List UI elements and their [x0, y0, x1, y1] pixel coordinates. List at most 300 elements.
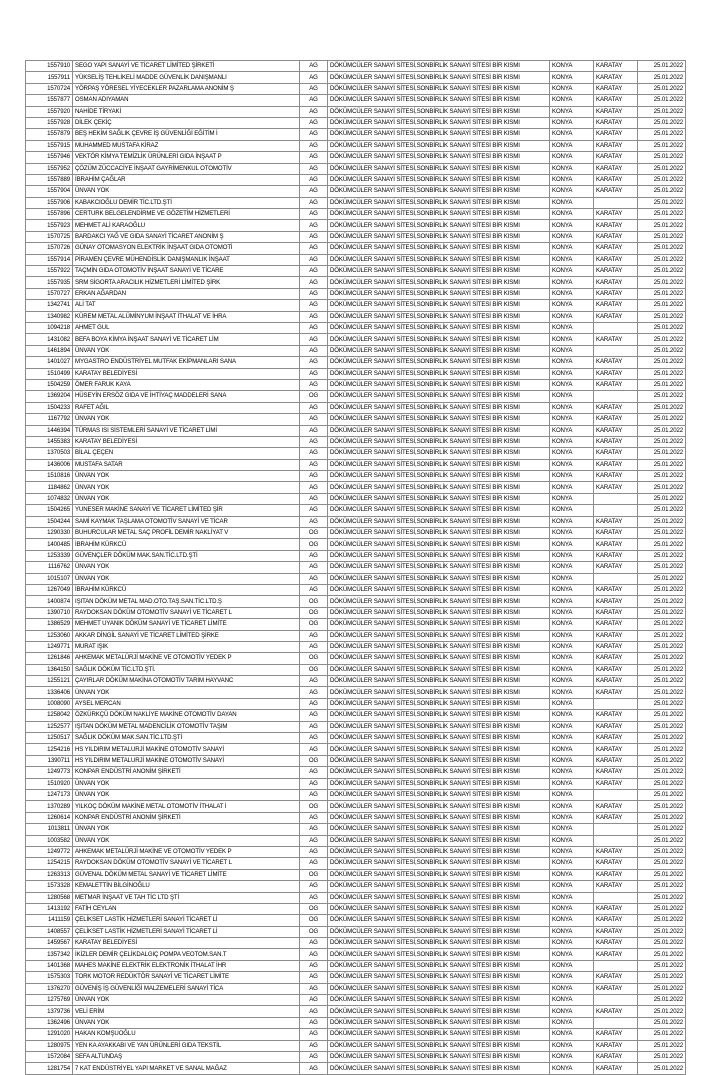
cell-id: 1379736 — [26, 1006, 73, 1017]
table-row — [26, 243, 686, 254]
cell-id: 1401027 — [26, 357, 73, 368]
cell-type: AG — [300, 174, 328, 185]
cell-type: OG — [300, 528, 328, 539]
cell-city: KONYA — [550, 938, 594, 949]
cell-district: KARATAY — [594, 152, 638, 163]
cell-title: 7 KAT ENDÜSTRİYEL YAPI MARKET VE SANAL MAĞAZ — [73, 1063, 300, 1074]
cell-district: KARATAY — [594, 266, 638, 277]
cell-title: AHKEMAK METALÜRJİ MAKİNE VE OTOMOTİV YEDEK P — [73, 653, 300, 664]
cell-date: 25.01.2022 — [638, 243, 686, 254]
cell-date: 25.01.2022 — [638, 402, 686, 413]
cell-city: KONYA — [550, 436, 594, 447]
cell-title: AHKEMAK METALÜRJİ MAKİNE VE OTOMOTİV YEDEK P — [73, 846, 300, 857]
cell-title: TÜRMAS ISI SİSTEMLERİ SANAYİ VE TİCARET LİMİ — [73, 425, 300, 436]
cell-site: DÖKÜMCÜLER SANAYİ SİTESİ,SONBİRLİK SANAYİ SİTESİ BİR KISMI — [328, 197, 550, 208]
cell-id: 1252577 — [26, 721, 73, 732]
cell-site: DÖKÜMCÜLER SANAYİ SİTESİ,SONBİRLİK SANAYİ SİTESİ BİR KISMI — [328, 812, 550, 823]
cell-date: 25.01.2022 — [638, 733, 686, 744]
cell-city: KONYA — [550, 596, 594, 607]
cell-title: SEFA ALTUNDAŞ — [73, 1051, 300, 1062]
cell-date: 25.01.2022 — [638, 505, 686, 516]
cell-date: 25.01.2022 — [638, 482, 686, 493]
cell-district: KARATAY — [594, 1029, 638, 1040]
cell-date: 25.01.2022 — [638, 607, 686, 618]
cell-site: DÖKÜMCÜLER SANAYİ SİTESİ,SONBİRLİK SANAYİ SİTESİ BİR KISMI — [328, 892, 550, 903]
cell-district: KARATAY — [594, 186, 638, 197]
cell-date: 25.01.2022 — [638, 300, 686, 311]
cell-title: PİRAMEN ÇEVRE MÜHENDİSLİK DANIŞMANLIK İNŞAAT — [73, 254, 300, 265]
cell-title: SEGO YAPI SANAYİ VE TİCARET LİMİTED ŞİRKETİ — [73, 61, 300, 72]
table-row — [26, 516, 686, 527]
cell-id: 1446394 — [26, 425, 73, 436]
cell-id: 1557896 — [26, 209, 73, 220]
cell-city: KONYA — [550, 915, 594, 926]
table-row — [26, 698, 686, 709]
cell-site: DÖKÜMCÜLER SANAYİ SİTESİ,SONBİRLİK SANAYİ SİTESİ BİR KISMI — [328, 300, 550, 311]
cell-city: KONYA — [550, 254, 594, 265]
table-row — [26, 630, 686, 641]
cell-site: DÖKÜMCÜLER SANAYİ SİTESİ,SONBİRLİK SANAYİ SİTESİ BİR KISMI — [328, 607, 550, 618]
cell-site: DÖKÜMCÜLER SANAYİ SİTESİ,SONBİRLİK SANAYİ SİTESİ BİR KISMI — [328, 448, 550, 459]
cell-district: KARATAY — [594, 436, 638, 447]
cell-title: FATİH CEYLAN — [73, 903, 300, 914]
cell-title: ÜNVAN YOK — [73, 482, 300, 493]
cell-id: 1408557 — [26, 926, 73, 937]
cell-district: KARATAY — [594, 83, 638, 94]
table-row — [26, 926, 686, 937]
cell-district: KARATAY — [594, 767, 638, 778]
cell-city: KONYA — [550, 414, 594, 425]
cell-type: AG — [300, 584, 328, 595]
table-row — [26, 1029, 686, 1040]
cell-title: İKİZLER DEMİR ÇELİKDALGIÇ POMPA VEOTOM.SAN.T — [73, 949, 300, 960]
cell-type: AG — [300, 881, 328, 892]
cell-type: AG — [300, 733, 328, 744]
cell-id: 1557914 — [26, 254, 73, 265]
table-row — [26, 209, 686, 220]
table-row — [26, 254, 686, 265]
cell-date: 25.01.2022 — [638, 72, 686, 83]
cell-date: 25.01.2022 — [638, 790, 686, 801]
cell-type: AG — [300, 425, 328, 436]
table-row — [26, 322, 686, 333]
cell-title: İBRAHİM KÜRKCÜ — [73, 584, 300, 595]
cell-type: AG — [300, 983, 328, 994]
cell-type: AG — [300, 288, 328, 299]
cell-id: 1370503 — [26, 448, 73, 459]
cell-site: DÖKÜMCÜLER SANAYİ SİTESİ,SONBİRLİK SANAYİ SİTESİ BİR KISMI — [328, 1017, 550, 1028]
cell-city: KONYA — [550, 767, 594, 778]
table-row — [26, 266, 686, 277]
table-row — [26, 505, 686, 516]
cell-date: 25.01.2022 — [638, 835, 686, 846]
cell-id: 1255121 — [26, 676, 73, 687]
cell-title: GÜNAY OTOMASYON ELEKTRİK İNŞAAT GIDA OTOMOTİ — [73, 243, 300, 254]
cell-title: KARATAY BELEDİYESİ — [73, 938, 300, 949]
cell-type: AG — [300, 197, 328, 208]
cell-district: KARATAY — [594, 858, 638, 869]
cell-city: KONYA — [550, 482, 594, 493]
cell-site: DÖKÜMCÜLER SANAYİ SİTESİ,SONBİRLİK SANAYİ SİTESİ BİR KISMI — [328, 152, 550, 163]
cell-id: 1510816 — [26, 471, 73, 482]
cell-site: DÖKÜMCÜLER SANAYİ SİTESİ,SONBİRLİK SANAYİ SİTESİ BİR KISMI — [328, 493, 550, 504]
cell-title: HÜSEYİN ERSÖZ GIDA VE İHTİYAÇ MADDELERİ SANA — [73, 391, 300, 402]
table-row — [26, 858, 686, 869]
cell-type: AG — [300, 436, 328, 447]
cell-title: BEFA BOYA KİMYA İNŞAAT SANAYİ VE TİCARET LİM — [73, 334, 300, 345]
cell-id: 1247173 — [26, 790, 73, 801]
cell-id: 1557935 — [26, 277, 73, 288]
table-row — [26, 539, 686, 550]
cell-city: KONYA — [550, 881, 594, 892]
cell-city: KONYA — [550, 505, 594, 516]
cell-site: DÖKÜMCÜLER SANAYİ SİTESİ,SONBİRLİK SANAYİ SİTESİ BİR KISMI — [328, 641, 550, 652]
cell-type: AG — [300, 129, 328, 140]
table-row — [26, 436, 686, 447]
cell-type: AG — [300, 687, 328, 698]
cell-date: 25.01.2022 — [638, 949, 686, 960]
cell-type: OG — [300, 664, 328, 675]
cell-date: 25.01.2022 — [638, 676, 686, 687]
cell-title: YEN KA AYAKKABI VE YAN ÜRÜNLERİ GIDA TEKSTİL — [73, 1040, 300, 1051]
cell-site: DÖKÜMCÜLER SANAYİ SİTESİ,SONBİRLİK SANAYİ SİTESİ BİR KISMI — [328, 322, 550, 333]
table-row — [26, 846, 686, 857]
table-row — [26, 471, 686, 482]
cell-date: 25.01.2022 — [638, 186, 686, 197]
cell-district — [594, 892, 638, 903]
cell-id: 1413192 — [26, 903, 73, 914]
table-row — [26, 277, 686, 288]
cell-date: 25.01.2022 — [638, 710, 686, 721]
cell-district: KARATAY — [594, 1051, 638, 1062]
cell-city: KONYA — [550, 584, 594, 595]
cell-date: 25.01.2022 — [638, 539, 686, 550]
cell-district: KARATAY — [594, 243, 638, 254]
cell-site: DÖKÜMCÜLER SANAYİ SİTESİ,SONBİRLİK SANAYİ SİTESİ BİR KISMI — [328, 550, 550, 561]
cell-type: AG — [300, 812, 328, 823]
cell-title: TORK MOTOR REDÜKTÖR SANAYİ VE TİCARET LİMİTE — [73, 972, 300, 983]
cell-id: 1557889 — [26, 174, 73, 185]
cell-site: DÖKÜMCÜLER SANAYİ SİTESİ,SONBİRLİK SANAYİ SİTESİ BİR KISMI — [328, 254, 550, 265]
cell-title: ÇÖZÜM ZÜCCACİYE İNŞAAT GAYRİMENKUL OTOMOTİV — [73, 163, 300, 174]
cell-id: 1504244 — [26, 516, 73, 527]
cell-date: 25.01.2022 — [638, 960, 686, 971]
cell-type: AG — [300, 243, 328, 254]
cell-district: KARATAY — [594, 425, 638, 436]
cell-type: AG — [300, 345, 328, 356]
cell-id: 1267049 — [26, 584, 73, 595]
cell-id: 1504259 — [26, 379, 73, 390]
cell-id: 1557879 — [26, 129, 73, 140]
cell-id: 1459567 — [26, 938, 73, 949]
cell-city: KONYA — [550, 926, 594, 937]
cell-city: KONYA — [550, 129, 594, 140]
table-row — [26, 391, 686, 402]
cell-type: OG — [300, 607, 328, 618]
cell-city: KONYA — [550, 562, 594, 573]
cell-id: 1557904 — [26, 186, 73, 197]
cell-id: 1390710 — [26, 607, 73, 618]
cell-type: AG — [300, 61, 328, 72]
cell-district — [594, 493, 638, 504]
table-row — [26, 106, 686, 117]
cell-id: 1094218 — [26, 322, 73, 333]
cell-id: 1015107 — [26, 573, 73, 584]
cell-district: KARATAY — [594, 903, 638, 914]
cell-site: DÖKÜMCÜLER SANAYİ SİTESİ,SONBİRLİK SANAYİ SİTESİ BİR KISMI — [328, 664, 550, 675]
cell-date: 25.01.2022 — [638, 1029, 686, 1040]
cell-date: 25.01.2022 — [638, 391, 686, 402]
cell-id: 1184862 — [26, 482, 73, 493]
cell-type: AG — [300, 95, 328, 106]
cell-district: KARATAY — [594, 459, 638, 470]
cell-district: KARATAY — [594, 1006, 638, 1017]
table-row — [26, 117, 686, 128]
table-row — [26, 664, 686, 675]
cell-id: 1504233 — [26, 402, 73, 413]
cell-id: 1253060 — [26, 630, 73, 641]
cell-site: DÖKÜMCÜLER SANAYİ SİTESİ,SONBİRLİK SANAYİ SİTESİ BİR KISMI — [328, 801, 550, 812]
cell-id: 1263313 — [26, 869, 73, 880]
table-row — [26, 584, 686, 595]
cell-title: GÜVENÇLER DÖKÜM MAK.SAN.TİC.LTD.ŞTİ — [73, 550, 300, 561]
cell-type: AG — [300, 960, 328, 971]
cell-title: VEKTÖR KİMYA TEMİZLİK ÜRÜNLERİ GIDA İNŞAAT P — [73, 152, 300, 163]
cell-city: KONYA — [550, 619, 594, 630]
cell-site: DÖKÜMCÜLER SANAYİ SİTESİ,SONBİRLİK SANAYİ SİTESİ BİR KISMI — [328, 960, 550, 971]
cell-type: AG — [300, 106, 328, 117]
cell-type: AG — [300, 493, 328, 504]
cell-type: AG — [300, 448, 328, 459]
cell-id: 1275769 — [26, 995, 73, 1006]
cell-city: KONYA — [550, 995, 594, 1006]
cell-district: KARATAY — [594, 414, 638, 425]
cell-title: HS YILDIRIM METALURJİ MAKİNE OTOMOTİV SANAYİ — [73, 744, 300, 755]
cell-site: DÖKÜMCÜLER SANAYİ SİTESİ,SONBİRLİK SANAYİ SİTESİ BİR KISMI — [328, 106, 550, 117]
cell-site: DÖKÜMCÜLER SANAYİ SİTESİ,SONBİRLİK SANAYİ SİTESİ BİR KISMI — [328, 926, 550, 937]
cell-type: AG — [300, 1040, 328, 1051]
cell-site: DÖKÜMCÜLER SANAYİ SİTESİ,SONBİRLİK SANAYİ SİTESİ BİR KISMI — [328, 767, 550, 778]
table-row — [26, 186, 686, 197]
cell-city: KONYA — [550, 61, 594, 72]
cell-district: KARATAY — [594, 448, 638, 459]
cell-id: 1557877 — [26, 95, 73, 106]
table-row — [26, 892, 686, 903]
cell-title: SAĞLIK DÖKÜM TİC.LTD.ŞTİ. — [73, 664, 300, 675]
cell-type: AG — [300, 459, 328, 470]
cell-site: DÖKÜMCÜLER SANAYİ SİTESİ,SONBİRLİK SANAYİ SİTESİ BİR KISMI — [328, 710, 550, 721]
cell-id: 1575303 — [26, 972, 73, 983]
cell-id: 1557923 — [26, 220, 73, 231]
cell-type: AG — [300, 266, 328, 277]
cell-id: 1249773 — [26, 767, 73, 778]
cell-title: METMAR İNŞAAT VE TAH TİC LTD ŞTİ — [73, 892, 300, 903]
cell-district: KARATAY — [594, 61, 638, 72]
cell-id: 1280568 — [26, 892, 73, 903]
cell-district — [594, 835, 638, 846]
cell-date: 25.01.2022 — [638, 824, 686, 835]
cell-district: KARATAY — [594, 846, 638, 857]
cell-title: ÜNVAN YOK — [73, 345, 300, 356]
cell-type: AG — [300, 482, 328, 493]
cell-district: KARATAY — [594, 676, 638, 687]
cell-site: DÖKÜMCÜLER SANAYİ SİTESİ,SONBİRLİK SANAYİ SİTESİ BİR KISMI — [328, 687, 550, 698]
cell-title: SRM SİGORTA ARACILIK HİZMETLERİ LİMİTED ŞİRK — [73, 277, 300, 288]
cell-type: AG — [300, 311, 328, 322]
cell-date: 25.01.2022 — [638, 869, 686, 880]
cell-district: KARATAY — [594, 562, 638, 573]
cell-district: KARATAY — [594, 231, 638, 242]
cell-title: BİLAL ÇEÇEN — [73, 448, 300, 459]
cell-type: AG — [300, 846, 328, 857]
cell-type: AG — [300, 630, 328, 641]
cell-date: 25.01.2022 — [638, 334, 686, 345]
cell-site: DÖKÜMCÜLER SANAYİ SİTESİ,SONBİRLİK SANAYİ SİTESİ BİR KISMI — [328, 83, 550, 94]
table-row — [26, 288, 686, 299]
cell-type: AG — [300, 334, 328, 345]
cell-district: KARATAY — [594, 1063, 638, 1074]
cell-type: OG — [300, 801, 328, 812]
cell-type: AG — [300, 516, 328, 527]
cell-type: AG — [300, 824, 328, 835]
cell-city: KONYA — [550, 835, 594, 846]
cell-date: 25.01.2022 — [638, 630, 686, 641]
cell-city: KONYA — [550, 300, 594, 311]
cell-type: OG — [300, 596, 328, 607]
cell-city: KONYA — [550, 1029, 594, 1040]
cell-site: DÖKÜMCÜLER SANAYİ SİTESİ,SONBİRLİK SANAYİ SİTESİ BİR KISMI — [328, 209, 550, 220]
cell-id: 1570724 — [26, 83, 73, 94]
cell-site: DÖKÜMCÜLER SANAYİ SİTESİ,SONBİRLİK SANAYİ SİTESİ BİR KISMI — [328, 140, 550, 151]
cell-site: DÖKÜMCÜLER SANAYİ SİTESİ,SONBİRLİK SANAYİ SİTESİ BİR KISMI — [328, 698, 550, 709]
table-row — [26, 960, 686, 971]
cell-date: 25.01.2022 — [638, 664, 686, 675]
cell-date: 25.01.2022 — [638, 414, 686, 425]
cell-title: YÖRPAŞ YÖRESEL YİYECEKLER PAZARLAMA ANONİM Ş — [73, 83, 300, 94]
cell-city: KONYA — [550, 653, 594, 664]
table-row — [26, 641, 686, 652]
cell-city: KONYA — [550, 983, 594, 994]
table-row — [26, 140, 686, 151]
cell-id: 1342741 — [26, 300, 73, 311]
cell-site: DÖKÜMCÜLER SANAYİ SİTESİ,SONBİRLİK SANAYİ SİTESİ BİR KISMI — [328, 277, 550, 288]
cell-district: KARATAY — [594, 106, 638, 117]
cell-district: KARATAY — [594, 550, 638, 561]
cell-district: KARATAY — [594, 801, 638, 812]
table-row — [26, 721, 686, 732]
cell-city: KONYA — [550, 858, 594, 869]
cell-site: DÖKÜMCÜLER SANAYİ SİTESİ,SONBİRLİK SANAYİ SİTESİ BİR KISMI — [328, 231, 550, 242]
cell-site: DÖKÜMCÜLER SANAYİ SİTESİ,SONBİRLİK SANAYİ SİTESİ BİR KISMI — [328, 744, 550, 755]
cell-site: DÖKÜMCÜLER SANAYİ SİTESİ,SONBİRLİK SANAYİ SİTESİ BİR KISMI — [328, 357, 550, 368]
cell-site: DÖKÜMCÜLER SANAYİ SİTESİ,SONBİRLİK SANAYİ SİTESİ BİR KISMI — [328, 266, 550, 277]
cell-type: AG — [300, 1029, 328, 1040]
cell-district — [594, 322, 638, 333]
cell-city: KONYA — [550, 391, 594, 402]
cell-site: DÖKÜMCÜLER SANAYİ SİTESİ,SONBİRLİK SANAYİ SİTESİ BİR KISMI — [328, 938, 550, 949]
cell-id: 1573328 — [26, 881, 73, 892]
table-row — [26, 744, 686, 755]
cell-date: 25.01.2022 — [638, 106, 686, 117]
cell-id: 1261846 — [26, 653, 73, 664]
cell-type: AG — [300, 186, 328, 197]
cell-type: OG — [300, 869, 328, 880]
cell-site: DÖKÜMCÜLER SANAYİ SİTESİ,SONBİRLİK SANAYİ SİTESİ BİR KISMI — [328, 436, 550, 447]
cell-title: GÜVENAL DÖKÜM METAL SANAYİ VE TİCARET LİMİTE — [73, 869, 300, 880]
cell-city: KONYA — [550, 790, 594, 801]
cell-city: KONYA — [550, 1006, 594, 1017]
cell-id: 1510499 — [26, 368, 73, 379]
cell-district — [594, 995, 638, 1006]
cell-city: KONYA — [550, 243, 594, 254]
cell-date: 25.01.2022 — [638, 140, 686, 151]
cell-title: DİLEK ÇEKİÇ — [73, 117, 300, 128]
table-row — [26, 528, 686, 539]
cell-city: KONYA — [550, 1051, 594, 1062]
cell-district — [594, 391, 638, 402]
cell-site: DÖKÜMCÜLER SANAYİ SİTESİ,SONBİRLİK SANAYİ SİTESİ BİR KISMI — [328, 334, 550, 345]
cell-district — [594, 790, 638, 801]
cell-type: AG — [300, 471, 328, 482]
cell-site: DÖKÜMCÜLER SANAYİ SİTESİ,SONBİRLİK SANAYİ SİTESİ BİR KISMI — [328, 391, 550, 402]
cell-district: KARATAY — [594, 915, 638, 926]
cell-district: KARATAY — [594, 641, 638, 652]
table-row — [26, 869, 686, 880]
table-row — [26, 300, 686, 311]
cell-type: OG — [300, 915, 328, 926]
cell-city: KONYA — [550, 778, 594, 789]
cell-site: DÖKÜMCÜLER SANAYİ SİTESİ,SONBİRLİK SANAYİ SİTESİ BİR KISMI — [328, 881, 550, 892]
cell-title: BEŞ HEKİM SAĞLIK ÇEVRE İŞ GÜVENLİĞİ EĞİTİM İ — [73, 129, 300, 140]
cell-city: KONYA — [550, 140, 594, 151]
cell-site: DÖKÜMCÜLER SANAYİ SİTESİ,SONBİRLİK SANAYİ SİTESİ BİR KISMI — [328, 95, 550, 106]
cell-district — [594, 345, 638, 356]
table-row — [26, 676, 686, 687]
cell-title: KONPAR ENDÜSTRİ ANONİM ŞİRKETİ — [73, 767, 300, 778]
cell-id: 1557915 — [26, 140, 73, 151]
cell-date: 25.01.2022 — [638, 983, 686, 994]
cell-site: DÖKÜMCÜLER SANAYİ SİTESİ,SONBİRLİK SANAYİ SİTESİ BİR KISMI — [328, 402, 550, 413]
cell-district: KARATAY — [594, 721, 638, 732]
table-row — [26, 790, 686, 801]
cell-title: MEHMET UYANIK DÖKÜM SANAYİ VE TİCARET LİMİTE — [73, 619, 300, 630]
table-row — [26, 402, 686, 413]
cell-city: KONYA — [550, 641, 594, 652]
cell-title: ÜNVAN YOK — [73, 573, 300, 584]
cell-type: AG — [300, 1017, 328, 1028]
table-row — [26, 619, 686, 630]
table-row — [26, 174, 686, 185]
cell-district: KARATAY — [594, 926, 638, 937]
cell-site: DÖKÜMCÜLER SANAYİ SİTESİ,SONBİRLİK SANAYİ SİTESİ BİR KISMI — [328, 516, 550, 527]
cell-site: DÖKÜMCÜLER SANAYİ SİTESİ,SONBİRLİK SANAYİ SİTESİ BİR KISMI — [328, 482, 550, 493]
cell-id: 1411159 — [26, 915, 73, 926]
cell-type: AG — [300, 231, 328, 242]
cell-title: SAĞLIK DÖKÜM MAK.SAN.TİC.LTD.ŞTİ — [73, 733, 300, 744]
cell-id: 1116762 — [26, 562, 73, 573]
cell-site: DÖKÜMCÜLER SANAYİ SİTESİ,SONBİRLİK SANAYİ SİTESİ BİR KISMI — [328, 505, 550, 516]
cell-id: 1376270 — [26, 983, 73, 994]
cell-type: AG — [300, 117, 328, 128]
cell-title: ÜNVAN YOK — [73, 778, 300, 789]
cell-district: KARATAY — [594, 368, 638, 379]
cell-city: KONYA — [550, 322, 594, 333]
cell-id: 1570727 — [26, 288, 73, 299]
cell-site: DÖKÜMCÜLER SANAYİ SİTESİ,SONBİRLİK SANAYİ SİTESİ BİR KISMI — [328, 288, 550, 299]
cell-title: ÜNVAN YOK — [73, 790, 300, 801]
cell-district: KARATAY — [594, 949, 638, 960]
cell-date: 25.01.2022 — [638, 778, 686, 789]
